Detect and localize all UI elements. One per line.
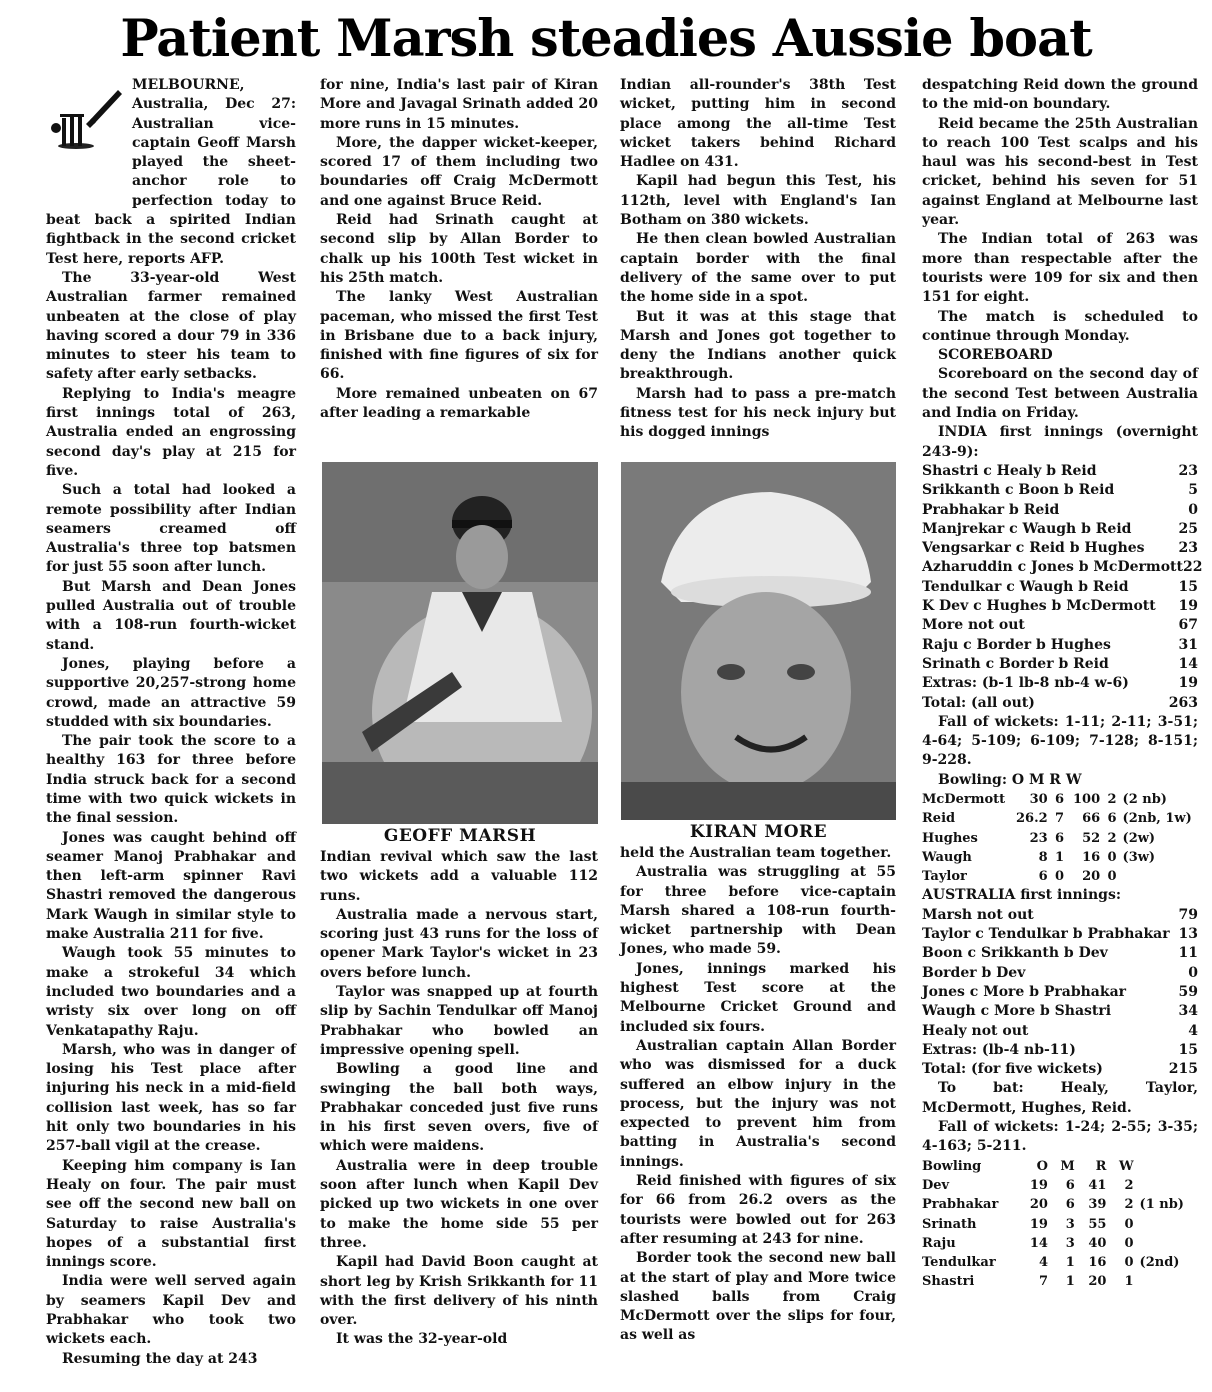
article-paragraph: Taylor was snapped up at fourth slip by Sachin Tendulkar off Manoj Prabhakar who bowled an impressive opening spell. [320,984,598,1058]
runs-value: 0 [1188,964,1198,981]
bowling-row [922,1272,1198,1291]
india-bowling-table [922,790,1198,886]
australia-fall-of-wickets: Fall of wickets: 1-24; 2-55; 3-35; 4-163; 5-211. [922,1119,1198,1155]
batting-row [922,925,1198,944]
batting-row [922,636,1198,655]
australia-batting-list [922,906,1198,1080]
runs-value: 25 [1178,520,1198,537]
batting-row [922,1060,1198,1079]
bowling-bowler: Prabhakar [922,1197,999,1213]
article-paragraph: Australia was struggling at 55 for three before vice-captain Marsh shared a 108-run fourth-wicket partnership with Dean Jones, who made 59. [620,864,896,958]
batsman-entry: Extras: (b-1 lb-8 nb-4 w-6) [922,675,1129,692]
bowling-column-header: R [1095,1158,1107,1174]
runs-value: 15 [1178,578,1198,595]
photo-geoff-marsh [322,462,598,824]
bowling-note: (2nd) [1139,1255,1180,1271]
batting-row [922,1002,1198,1021]
bowling-m: 7 [1055,811,1065,827]
runs-value: 15 [1178,1041,1198,1058]
bowling-o: 19 [1029,1216,1048,1232]
bowling-note [1140,1272,1198,1291]
bowling-r: 20 [1082,869,1101,885]
article-column-3-top [620,76,896,460]
runs-value: 34 [1178,1003,1198,1020]
article-paragraph: for nine, India's last pair of Kiran More and Javagal Srinath added 20 more runs in 15 minutes. [320,77,598,132]
bowling-row [922,1234,1198,1253]
bowling-w: 0 [1107,869,1117,885]
article-paragraph: held the Australian team together. [620,845,892,861]
bowling-w: 0 [1124,1255,1134,1271]
article-column-3-bottom [620,844,896,1388]
batting-row [922,520,1198,539]
article-paragraph: Marsh had to pass a pre-match fitness test for his neck injury but his dogged innings [620,385,896,441]
article-paragraph: Jones, playing before a supportive 20,257-strong home crowd, made an attractive 59 studded with six boundaries. [46,655,296,730]
batting-row [922,944,1198,963]
bowling-r: 16 [1088,1255,1107,1271]
bowling-m: 6 [1055,830,1065,846]
article-paragraph: Replying to India's meagre first innings total of 263, Australia ended an engrossing second day's play at 215 for five. [46,385,296,479]
batsman-entry: Vengsarkar c Reid b Hughes [922,540,1145,557]
bowling-row [922,1176,1198,1195]
article-paragraph: Waugh took 55 minutes to make a strokeful 34 which included two boundaries and a wristy six over long on off Venkatapathy Raju. [46,945,296,1039]
article-paragraph: Marsh, who was in danger of losing his Test place after injuring his neck in a mid-field collision last week, has so far hit only two boundaries in his 257-ball vigil at the crease. [46,1041,296,1155]
batsman-entry: Azharuddin c Jones b McDermott [922,559,1183,576]
dateline: MELBOURNE, Australia, Dec 27: [132,77,296,113]
batsman-entry: More not out [922,617,1025,634]
bowling-o: 6 [1038,869,1048,885]
batsman-entry: Border b Dev [922,964,1026,981]
batting-row [922,539,1198,558]
runs-value: 31 [1178,636,1198,653]
australia-innings-heading: AUSTRALIA first innings: [922,887,1122,904]
bowling-bowler: Waugh [922,849,972,865]
bowling-row [922,867,1198,886]
india-innings-heading: INDIA first innings (overnight 243-9): [922,424,1198,460]
runs-value: 13 [1178,926,1198,943]
cricket-stumps-bat-icon [36,76,128,196]
bowling-note [1140,1234,1198,1253]
batting-row [922,674,1198,693]
batting-row [922,462,1198,481]
article-paragraph: Kapil had begun this Test, his 112th, level with England's Ian Botham on 380 wickets. [620,173,896,229]
runs-value: 14 [1178,655,1198,672]
article-paragraph: More, the dapper wicket-keeper, scored 17 of them including two boundaries off Craig McDermott and one against Bruce Reid. [320,134,598,209]
bowling-r: 20 [1088,1274,1107,1290]
article-paragraph: Jones was caught behind off seamer Manoj Prabhakar and then left-arm spinner Ravi Shastri removed the dangerous Mark Waugh in similar style to make Australia 211 for five. [46,829,296,943]
bowling-row [922,829,1198,848]
bowling-r: 40 [1088,1235,1107,1251]
article-paragraph: The pair took the score to a healthy 163 for three before India struck back for a second time with two quick wickets in the final session. [46,733,296,827]
bowling-row [922,848,1198,867]
bowling-w: 1 [1124,1274,1134,1290]
batting-row [922,655,1198,674]
bowling-note [1140,1176,1198,1195]
batsman-entry: Taylor c Tendulkar b Prabhakar [922,926,1170,943]
bowling-r: 66 [1082,811,1101,827]
runs-value: 67 [1178,617,1198,634]
article-paragraph: He then clean bowled Australian captain border with the final delivery of the same over to put the home side in a spot. [620,231,896,306]
bowling-note: (2w) [1122,830,1156,846]
batsman-entry: Manjrekar c Waugh b Reid [922,520,1132,537]
bowling-bowler: Srinath [922,1216,977,1232]
runs-value: 4 [1188,1022,1198,1039]
bowling-m: 6 [1055,791,1065,807]
bowling-w: 2 [1124,1197,1134,1213]
bowling-m: 3 [1065,1235,1075,1251]
batting-row [922,578,1198,597]
photo-kiran-more [621,462,896,820]
bowling-bowler: Raju [922,1235,956,1251]
bowling-o: 8 [1038,849,1048,865]
bowling-o: 20 [1029,1197,1048,1213]
bowling-r: 55 [1088,1216,1107,1232]
bowling-bowler: Shastri [922,1274,975,1290]
article-paragraph: Resuming the day at 243 [62,1350,258,1367]
bowling-m: 1 [1055,849,1065,865]
article-column-1 [46,76,296,1388]
article-paragraph: Reid finished with figures of six for 66 from 26.2 overs as the tourists were bowled out for 263 after resuming at 243 for nine. [620,1173,896,1247]
bowling-o: 7 [1038,1274,1048,1290]
bowling-note [1123,867,1198,886]
bowling-column-header: Bowling [922,1158,982,1174]
bowling-row [922,1215,1198,1234]
bowling-column-header: M [1060,1158,1075,1174]
batsman-entry: Shastri c Healy b Reid [922,462,1097,479]
bowling-column-header: W [1118,1158,1134,1174]
runs-value: 11 [1178,945,1198,962]
article-paragraph: Indian all-rounder's 38th Test wicket, putting him in second place among the all-time Test wicket takers behind Richard Hadlee on 431. [620,77,896,171]
bowling-bowler: Hughes [922,830,978,846]
runs-value: 23 [1178,540,1198,557]
article-paragraph: But it was at this stage that Marsh and Jones got together to deny the Indians another quick breakthrough. [620,308,896,383]
runs-value: 215 [1168,1061,1198,1078]
article-paragraph: Australian vice-captain Geoff Marsh played the sheet-anchor role to perfection today to beat back a spirited Indian fightback in the second cricket Test here, reports AFP. [46,115,296,267]
article-paragraph: The Indian total of 263 was more than respectable after the tourists were 109 for six and then 151 for eight. [922,231,1198,306]
batsman-entry: Srikkanth c Boon b Reid [922,482,1115,499]
to-bat: To bat: Healy, Taylor, McDermott, Hughes, Reid. [922,1080,1198,1116]
batsman-entry: Raju c Border b Hughes [922,636,1111,653]
bowling-header-row [922,1157,1198,1176]
bowling-o: 4 [1038,1255,1048,1271]
runs-value: 0 [1188,501,1198,518]
bowling-o: 30 [1029,791,1048,807]
article-paragraph: Reid became the 25th Australian to reach 100 Test scalps and his haul was his second-best in Test cricket, behind his seven for 51 against England at Melbourne last year. [922,115,1198,229]
article-paragraph: despatching Reid down the ground to the mid-on boundary. [922,77,1198,113]
runs-value: 19 [1178,675,1198,692]
article-paragraph: More remained unbeaten on 67 after leading a remarkable [320,385,598,422]
article-paragraph: But Marsh and Dean Jones pulled Australia out of trouble with a 108-run fourth-wicket stand. [46,578,296,653]
bowling-w: 2 [1107,830,1117,846]
batsman-entry: Boon c Srikkanth b Dev [922,945,1108,962]
batsman-entry: Total: (all out) [922,694,1035,711]
bowling-bowler: McDermott [922,791,1006,807]
india-bowling-header: Bowling: O M R W [938,771,1082,788]
bowling-w: 6 [1107,811,1117,827]
australia-bowling-table [922,1157,1198,1292]
bowling-column-header: O [1036,1158,1048,1174]
headline: Patient Marsh steadies Aussie boat [120,9,1092,69]
article-paragraph: The match is scheduled to continue through Monday. [922,308,1198,344]
bowling-w: 2 [1124,1177,1134,1193]
runs-value: 79 [1178,906,1198,923]
bowling-r: 41 [1088,1177,1107,1193]
article-column-2-top [320,76,598,460]
batsman-entry: Marsh not out [922,906,1034,923]
bowling-r: 100 [1073,791,1101,807]
runs-value: 23 [1178,462,1198,479]
runs-value: 263 [1168,694,1198,711]
batsman-entry: Prabhakar b Reid [922,501,1060,518]
bowling-row [922,790,1198,809]
article-paragraph: Indian revival which saw the last two wickets add a valuable 112 runs. [320,849,598,904]
runs-value: 59 [1178,983,1198,1000]
article-paragraph: Australia made a nervous start, scoring just 43 runs for the loss of opener Mark Taylor's wicket in 23 overs before lunch. [320,906,598,981]
batting-row [922,501,1198,520]
bowling-m: 6 [1065,1177,1075,1193]
article-paragraph: Reid had Srinath caught at second slip by Allan Border to chalk up his 100th Test wicket in his 25th match. [320,212,598,286]
bowling-w: 0 [1124,1216,1134,1232]
article-paragraph: Such a total had looked a remote possibility after Indian seamers creamed off Australia's three top batsmen for just 55 soon after lunch. [46,482,296,576]
batting-row [922,694,1198,713]
batsman-entry: K Dev c Hughes b McDermott [922,598,1156,615]
batsman-entry: Tendulkar c Waugh b Reid [922,578,1129,595]
article-paragraph: Australian captain Allan Border who was dismissed for a duck suffered an elbow injury in the process, but the injury was not expected to prevent him from batting in Australia's second innings. [620,1037,896,1170]
bowling-r: 16 [1082,849,1101,865]
batting-row [922,597,1198,616]
batsman-entry: Srinath c Border b Reid [922,655,1109,672]
batting-row [922,906,1198,925]
bowling-note: (3w) [1122,849,1156,865]
batsman-entry: Jones c More b Prabhakar [922,983,1127,1000]
bowling-w: 0 [1107,849,1117,865]
bowling-row [922,1253,1198,1272]
bowling-row [922,1195,1198,1214]
bowling-bowler: Taylor [922,869,967,885]
batsman-entry: Healy not out [922,1022,1029,1039]
bowling-w: 2 [1107,791,1117,807]
runs-value: 5 [1188,482,1198,499]
bowling-bowler: Tendulkar [922,1255,996,1271]
bowling-r: 39 [1088,1197,1107,1213]
batting-row [922,481,1198,500]
batting-row [922,1022,1198,1041]
bowling-o: 14 [1029,1235,1048,1251]
bowling-row [922,809,1198,828]
scoreboard-intro: Scoreboard on the second day of the second Test between Australia and India on Friday. [922,366,1198,422]
bowling-note: (2 nb) [1122,791,1167,807]
bowling-r: 52 [1082,830,1101,846]
batting-row [922,558,1203,577]
article-paragraph: Kapil had David Boon caught at short leg by Krish Srikkanth for 11 with the first delivery of his ninth over. [320,1254,598,1329]
batsman-entry: Total: (for five wickets) [922,1061,1103,1078]
article-paragraph: Jones, innings marked his highest Test score at the Melbourne Cricket Ground and included six fours. [620,960,896,1035]
bowling-m: 1 [1065,1274,1075,1290]
photo-caption: KIRAN MORE [689,822,828,842]
article-column-4 [922,76,1203,1388]
bowling-m: 1 [1065,1255,1075,1271]
bowling-note: (2nb, 1w) [1122,811,1192,827]
bowling-note: (1 nb) [1139,1197,1184,1213]
bowling-bowler: Dev [922,1177,950,1193]
bowling-m: 3 [1065,1216,1075,1232]
article-paragraph: The lanky West Australian paceman, who missed the first Test in Brisbane due to a back injury, finished with fine figures of six for 66. [320,289,598,383]
photo-caption: GEOFF MARSH [383,826,537,846]
article-paragraph: Border took the second new ball at the start of play and More twice slashed balls from Craig McDermott over the slips for four, as well as [620,1250,896,1344]
bowling-m: 0 [1055,869,1065,885]
batting-row [922,964,1198,983]
bowling-bowler: Reid [922,811,956,827]
article-paragraph: The 33-year-old West Australian farmer remained unbeaten at the close of play having scored a dour 79 in 336 minutes to steer his team to safety after early setbacks. [46,269,296,383]
bowling-o: 23 [1029,830,1048,846]
article-paragraph: Australia were in deep trouble soon after lunch when Kapil Dev picked up two wickets in one over to make the home side 55 per three. [320,1157,598,1251]
india-batting-list [922,462,1203,713]
article-paragraph: It was the 32-year-old [336,1331,508,1348]
bowling-o: 19 [1029,1177,1048,1193]
batting-row [922,616,1198,635]
bowling-o: 26.2 [1015,811,1048,827]
article-paragraph: Keeping him company is Ian Healy on four. The pair must see off the second new ball on Saturday to raise Australia's hopes of a substantial first innings score. [46,1157,296,1271]
batting-row [922,983,1198,1002]
batsman-entry: Waugh c More b Shastri [922,1003,1112,1020]
article-paragraph: India were well served again by seamers Kapil Dev and Prabhakar who took two wickets each. [46,1273,296,1348]
runs-value: 22 [1182,559,1203,576]
article-paragraph: Bowling a good line and swinging the ball both ways, Prabhakar conceded just five runs in his first seven overs, five of which were maidens. [320,1061,598,1155]
batsman-entry: Extras: (lb-4 nb-11) [922,1041,1076,1058]
india-fall-of-wickets: Fall of wickets: 1-11; 2-11; 3-51; 4-64; 5-109; 6-109; 7-128; 8-151; 9-228. [922,713,1198,769]
batting-row [922,1041,1198,1060]
scoreboard-heading: SCOREBOARD [938,347,1053,364]
article-column-2-bottom [320,848,598,1388]
bowling-note [1140,1215,1198,1234]
runs-value: 19 [1178,598,1198,615]
bowling-m: 6 [1065,1197,1075,1213]
bowling-w: 0 [1124,1235,1134,1251]
